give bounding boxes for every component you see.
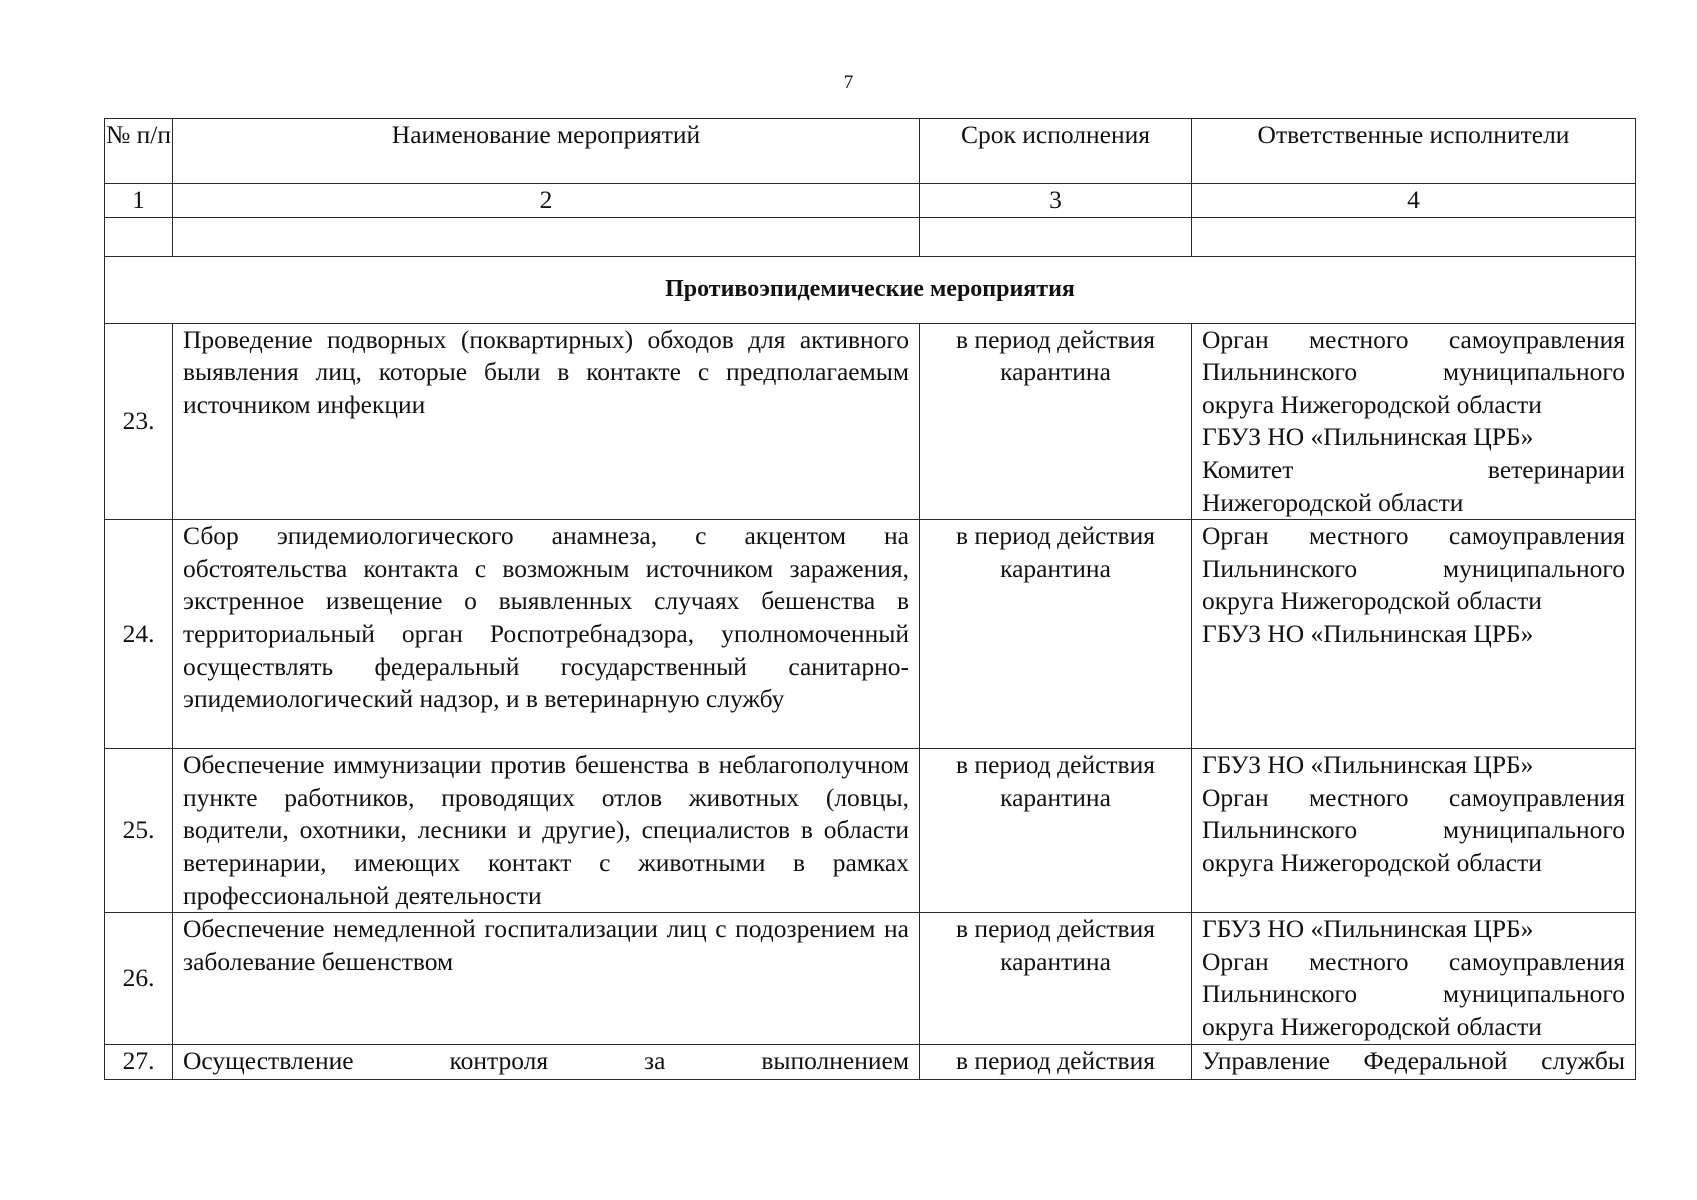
empty-cell [1192,217,1636,256]
deadline-line: карантина [1000,553,1111,583]
responsible-line: Нижегородской области [1202,487,1464,517]
header-num: № п/п [105,119,173,184]
responsible [1192,520,1636,749]
responsible [1192,749,1636,913]
row-number: 25. [105,749,173,913]
deadline-line: в период действия [956,324,1155,354]
responsible-line: Комитет ветеринарии [1202,454,1625,484]
responsible-line: округа Нижегородской области [1202,586,1542,616]
table-row [105,1044,1636,1079]
table-header-row [105,119,1636,184]
responsible-line: Управление Федеральной службы [1202,1045,1625,1075]
measure-name: Сбор эпидемиологического анамнеза, с акцентом на обстоятельства контакта с возможным источником заражения, экстренное извещение о выявленных случаях бешенства в территориальный орган Роспотребнадзора, уполномоченный осуществлять федеральный государственный санитарно-эпидемиологический надзор, и в ветеринарную службу [173,520,920,749]
deadline-line: в период действия [956,914,1155,944]
column-index: 2 [173,184,920,218]
section-row [105,256,1636,323]
column-index: 3 [920,184,1192,218]
deadline [920,323,1192,520]
row-number: 23. [105,323,173,520]
deadline-line: карантина [1000,357,1111,387]
empty-row [105,217,1636,256]
column-index: 4 [1192,184,1636,218]
empty-cell [920,217,1192,256]
measures-table [104,118,1636,1080]
responsible-line: Орган местного самоуправления [1202,946,1625,976]
header-term: Срок исполнения [920,119,1192,184]
row-number: 27. [105,1044,173,1079]
responsible-line: Пильнинского муниципального [1202,979,1625,1009]
column-index-row [105,184,1636,218]
deadline-line: карантина [1000,782,1111,812]
responsible [1192,323,1636,520]
deadline-line: карантина [1000,946,1111,976]
responsible [1192,913,1636,1044]
responsible-line: округа Нижегородской области [1202,1011,1542,1041]
responsible-line: Орган местного самоуправления [1202,782,1625,812]
deadline-line: в период действия [956,1045,1155,1075]
deadline [920,1044,1192,1079]
responsible-line: Пильнинского муниципального [1202,553,1625,583]
responsible-line: округа Нижегородской области [1202,847,1542,877]
header-responsible: Ответственные исполнители [1192,119,1636,184]
measure-name: Проведение подворных (поквартирных) обходов для активного выявления лиц, которые были в контакте с предполагаемым источником инфекции [173,323,920,520]
empty-cell [105,217,173,256]
section-title: Противоэпидемические мероприятия [105,256,1636,323]
table-row [105,749,1636,913]
measure-name: Осуществление контроля за выполнением [173,1044,920,1079]
column-index: 1 [105,184,173,218]
measure-name: Обеспечение иммунизации против бешенства в неблагополучном пункте работников, проводящих отлов животных (ловцы, водители, охотники, лесники и другие), специалистов в области ветеринарии, имеющих контакт с животными в рамках профессиональной деятельности [173,749,920,913]
deadline-line: в период действия [956,750,1155,780]
responsible-line: ГБУЗ НО «Пильнинская ЦРБ» [1202,914,1534,944]
row-number: 24. [105,520,173,749]
deadline [920,749,1192,913]
table-row [105,913,1636,1044]
responsible-line: округа Нижегородской области [1202,389,1542,419]
responsible-line: ГБУЗ НО «Пильнинская ЦРБ» [1202,750,1534,780]
row-number: 26. [105,913,173,1044]
page-number: 7 [843,72,854,93]
table-row [105,520,1636,749]
header-name: Наименование мероприятий [173,119,920,184]
table-row [105,323,1636,520]
responsible [1192,1044,1636,1079]
responsible-line: ГБУЗ НО «Пильнинская ЦРБ» [1202,618,1534,648]
deadline-line: в период действия [956,521,1155,551]
responsible-line: ГБУЗ НО «Пильнинская ЦРБ» [1202,422,1534,452]
responsible-line: Пильнинского муниципального [1202,815,1625,845]
measure-name: Обеспечение немедленной госпитализации лиц с подозрением на заболевание бешенством [173,913,920,1044]
responsible-line: Орган местного самоуправления [1202,324,1625,354]
responsible-line: Орган местного самоуправления [1202,521,1625,551]
empty-cell [173,217,920,256]
deadline [920,520,1192,749]
deadline [920,913,1192,1044]
responsible-line: Пильнинского муниципального [1202,357,1625,387]
